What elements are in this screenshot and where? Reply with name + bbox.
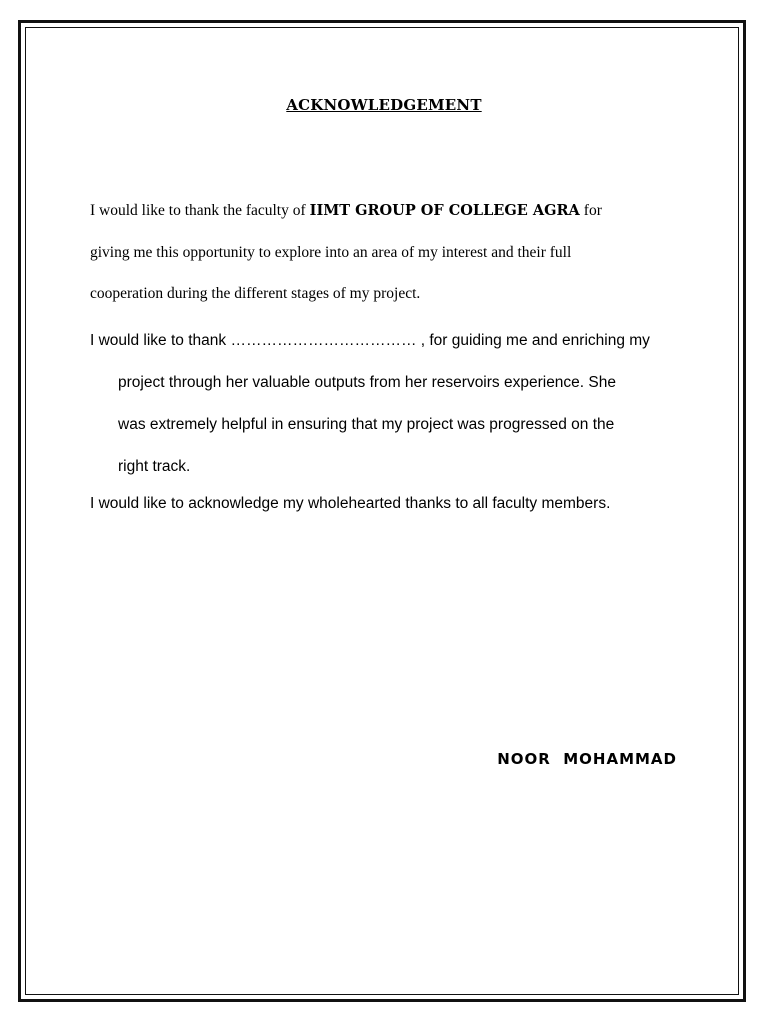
institution-name: IIMT GROUP OF COLLEGE AGRA	[309, 202, 580, 219]
text-segment: I would like to thank the faculty of	[90, 202, 306, 219]
paragraph-line: giving me this opportunity to explore into an area of my interest and their full	[90, 243, 572, 261]
paragraph-faculty-members: I would like to acknowledge my wholehearted thanks to all faculty members.	[90, 495, 611, 512]
paragraph-line: I would like to thank ……………………………… , for guiding me and enriching my	[90, 332, 650, 349]
paragraph-faculty-thanks	[90, 190, 690, 315]
paragraph-line: was extremely helpful in ensuring that my project was progressed on the	[118, 416, 615, 433]
paragraph-line: right track.	[118, 458, 191, 475]
signature-name: NOOR MOHAMMAD	[497, 750, 677, 768]
text-segment: for	[583, 202, 602, 219]
paragraph-line: cooperation during the different stages of my project.	[90, 285, 421, 302]
paragraph-line: project through her valuable outputs from her reservoirs experience. She	[118, 374, 616, 391]
paragraph-guide-thanks	[90, 320, 686, 488]
page-title: ACKNOWLEDGEMENT	[286, 96, 482, 114]
paragraph-line	[90, 190, 690, 232]
